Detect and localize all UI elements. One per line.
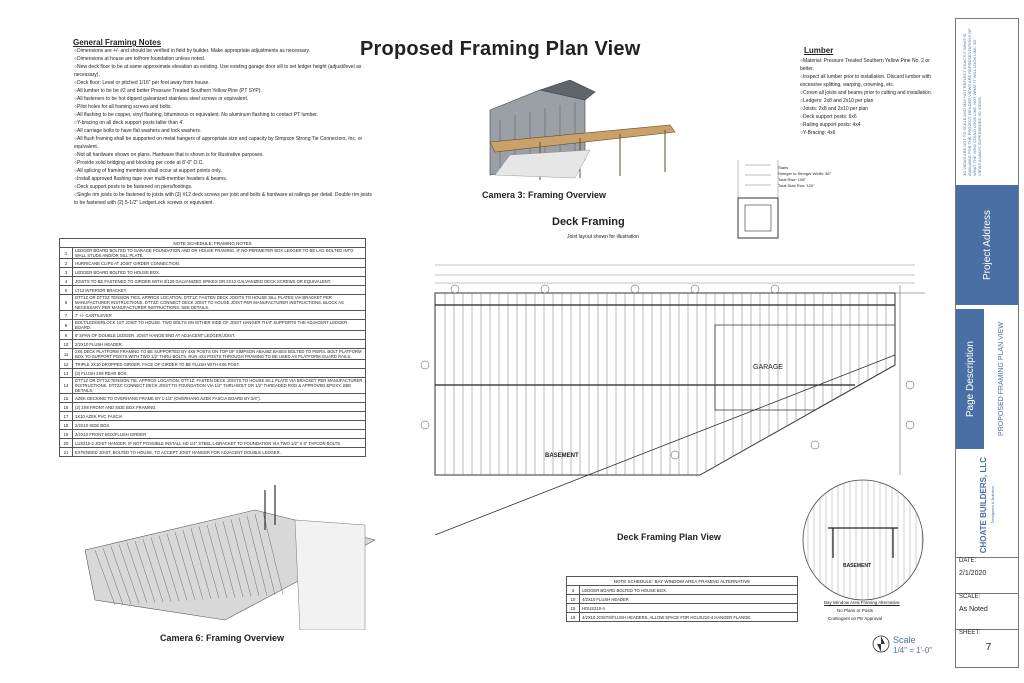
schedule-row-text: DTT1Z OR DTT2Z TENSION TIES. APPROX LOCATION. DTT1Z: FASTEN DECK JOISTS TO HOUSE SILL PLATES VIA BRACKET PER MANUFACTURER INSTRUCTIONS. DTT2Z: CONNECT DECK JOIST TO HOUSE JOIST PER MANUFACTURER INSTRUCTIONS. BLOCK AS NECESSARY PER MANUFACTURER INSTRUCTIONS. SEE DETAILS. bbox=[73, 295, 366, 311]
schedule-row bbox=[60, 259, 366, 268]
scale-label: Scale bbox=[893, 635, 916, 645]
schedule-row-number: 5 bbox=[60, 286, 73, 295]
schedule-row-number: 7 bbox=[60, 311, 73, 320]
schedule-row-number: 14 bbox=[60, 378, 73, 394]
lumber-item: ○ Joists: 2x8 and 2x10 per plan bbox=[800, 105, 940, 113]
title-block bbox=[955, 18, 1019, 668]
schedule-row bbox=[60, 286, 366, 295]
general-note-item: ○ All carriage bolts to have flat washers and lock washers. bbox=[74, 127, 374, 135]
lumber-item: ○ Inspect all lumber prior to installation. Discard lumber with excessive splitting, warping, crowning, etc. bbox=[800, 73, 940, 89]
scale-box bbox=[956, 593, 1018, 630]
caption-no-plans: No Plans or Posts bbox=[837, 608, 874, 613]
general-notes-heading: General Framing Notes bbox=[73, 38, 162, 47]
scale-box-label: SCALE: bbox=[959, 594, 981, 600]
general-note-item: ○ Provide solid bridging and blocking per code at 8'-0" O.C. bbox=[74, 159, 374, 167]
schedule-row bbox=[60, 277, 366, 286]
camera-3-render bbox=[470, 80, 680, 185]
lumber-item: ○ Deck support posts: 6x6 bbox=[800, 113, 940, 121]
bay-window-detail bbox=[788, 478, 938, 603]
camera-6-render bbox=[75, 480, 385, 630]
schedule-row-text: 2X6 DECK PLATFORM FRAMING TO BE SUPPORTED BY 4X6 POSTS ON TOP OF SIMPSON ABA46Z BASES BOLTED TO PIERS. BOLT PLATFORM BOX TO SUPPORT POSTS WITH TWO 1/2" THRU-BOLTS. RUN 4X4 POSTS THROUGH FRAMING TO BE USED AS PLATFORM GUARD RAILS. bbox=[73, 349, 366, 360]
page-name: PROPOSED FRAMING PLAN VIEW bbox=[997, 322, 1005, 436]
schedule-row-text: 4/2X10 FLUSH HEADER bbox=[580, 595, 798, 604]
schedule-row-number: 21 bbox=[60, 448, 73, 457]
caption-camera-6: Camera 6: Framing Overview bbox=[160, 633, 285, 643]
schedule-row-number: 13 bbox=[60, 369, 73, 378]
bay-schedule-heading: NOTE SCHEDULE: BAY WINDOW AREA FRAMING ALTERNATIVE bbox=[567, 577, 798, 586]
schedule-row-number: 4 bbox=[60, 277, 73, 286]
schedule-row bbox=[60, 412, 366, 421]
schedule-row-text: HGUS210-4 bbox=[580, 604, 798, 613]
schedule-row bbox=[60, 311, 366, 320]
lumber-item: ○ Material: Pressure Treated Southern Yellow Pine No. 2 or better. bbox=[800, 57, 940, 73]
schedule-row-number: 6 bbox=[60, 295, 73, 311]
general-note-item: ○ Dimensions at house are to/from foundation unless noted. bbox=[74, 55, 374, 63]
schedule-row bbox=[60, 360, 366, 369]
lumber-heading: Lumber bbox=[804, 46, 834, 55]
label-basement-detail: BASEMENT bbox=[843, 563, 872, 569]
page-description-box bbox=[956, 309, 984, 449]
sheet-value: 7 bbox=[985, 642, 992, 653]
label-garage: GARAGE bbox=[753, 364, 783, 371]
schedule-row bbox=[60, 268, 366, 277]
page-description: Page Description bbox=[964, 340, 976, 418]
schedule-row-text: 6' SPAN OF DOUBLE LEDGER. JOIST HANGE END AT ADJACENT LEDGER/JOIST. bbox=[73, 331, 366, 340]
general-note-item: ○ Not all hardware shown on plans. Hardware that is shown is for illustrative purposes. bbox=[74, 151, 374, 159]
scale-value: 1/4" = 1'-0" bbox=[893, 646, 933, 655]
schedule-row-number: 20 bbox=[60, 439, 73, 448]
schedule-row bbox=[60, 295, 366, 311]
caption-deck-framing: Deck Framing bbox=[552, 216, 625, 228]
north-arrow-icon bbox=[872, 635, 890, 653]
caption-bay-window: Bay Window Area Framing Alternative bbox=[824, 600, 900, 605]
schedule-row bbox=[60, 403, 366, 412]
schedule-row bbox=[60, 248, 366, 259]
schedule-row bbox=[60, 394, 366, 403]
general-note-item: ○ Install approved flashing tape over multi-member headers & beams. bbox=[74, 175, 374, 183]
schedule-row-number: 17 bbox=[60, 412, 73, 421]
scale-box-value: As Noted bbox=[959, 606, 988, 613]
schedule-row-number: 3 bbox=[60, 268, 73, 277]
caption-plan-view: Deck Framing Plan View bbox=[617, 532, 721, 542]
schedule-row-text: 2/2X10 FLUSH HEADER. bbox=[73, 340, 366, 349]
schedule-row-number: 3 bbox=[567, 586, 580, 595]
lumber-item: ○ Ledgers: 2x8 and 2x10 per plan bbox=[800, 97, 940, 105]
schedule-row bbox=[567, 595, 798, 604]
schedule-row-text: 2/2X10 SIDE BOX bbox=[73, 421, 366, 430]
general-note-item: ○ Single rim joists to be fastened to joists with (3) #12 deck screws per joist and bolts & hardware at railings per detail. Double rim joists to be fastened with (2) 5-1/2" LedgerLock screws or equivalent. bbox=[74, 191, 374, 207]
schedule-row-number: 8 bbox=[60, 320, 73, 331]
schedule-row-number: 10 bbox=[567, 595, 580, 604]
schedule-row-text: TRIPLE 2X10 DROPPED GIRDER. FACE OF GIRDER TO BE FLUSH WITH 6X6 POST. bbox=[73, 360, 366, 369]
general-note-item: ○ Pilot holes for all framing screws and bolts. bbox=[74, 103, 374, 111]
lumber-item: ○ Railing support posts: 4x4 bbox=[800, 121, 940, 129]
lumber-list bbox=[800, 57, 940, 137]
schedule-row-text: LUS210-2 JOIST HANGER. IF NOT POSSIBLE INSTALL HD 1/4" STEEL L-BRACKET TO FOUNDATION VIA TWO 1/2" X 5" TAPCON BOLTS. bbox=[73, 439, 366, 448]
project-address-box bbox=[956, 185, 1018, 305]
page-name-box bbox=[984, 309, 1018, 449]
schedule-row bbox=[60, 439, 366, 448]
general-note-item: ○ All fasteners to be hot dipped galvanized stainless steel screws or equivalent. bbox=[74, 95, 374, 103]
general-note-item: ○ Y-bracing on all deck support posts taller than 4'. bbox=[74, 119, 374, 127]
schedule-row bbox=[60, 378, 366, 394]
schedule-row bbox=[567, 586, 798, 595]
schedule-row-number: 16 bbox=[567, 613, 580, 622]
label-basement: BASEMENT bbox=[545, 453, 579, 459]
bay-window-schedule bbox=[566, 576, 798, 622]
schedule-row-number: 15 bbox=[567, 604, 580, 613]
general-note-item: ○ All splicing of framing members shall occur at support points only. bbox=[74, 167, 374, 175]
general-notes-list bbox=[74, 47, 374, 207]
schedule-row-number: 11 bbox=[60, 349, 73, 360]
schedule-row-text: LT12 INTERIOR BRACKET. bbox=[73, 286, 366, 295]
sheet-box bbox=[956, 629, 1018, 668]
schedule-row-number: 19 bbox=[60, 430, 73, 439]
caption-joist-layout: Joist layout shown for illustration bbox=[567, 234, 639, 240]
stair-notes: Stairs Stringer to Stringer Width: 36" Total Rise: 108" Total Stair Run: 120" bbox=[778, 165, 831, 188]
lumber-item: ○ Y-Bracing: 4x6 bbox=[800, 129, 940, 137]
schedule-row bbox=[60, 430, 366, 439]
general-note-item: ○ Deck floor: Level or pitched 1/16" per foot away from house. bbox=[74, 79, 374, 87]
schedule-row-text: EXTENDED JOIST, BOLTED TO HOUSE, TO ACCEPT JOIST HANGER FOR ADJACENT DOUBLE LEDGER. bbox=[73, 448, 366, 457]
general-note-item: ○ All lumber to be be #2 and better Pressure Treated Southern Yellow Pine (PT SYP). bbox=[74, 87, 374, 95]
schedule-row bbox=[60, 349, 366, 360]
general-note-item: ○ All flush framing shall be supported on metal hangers of appropriate size and capacity by Simpson Strong Tie Connectors, Inc. or equivalent. bbox=[74, 135, 374, 151]
schedule-row-text: LEDGER BOARD BOLTED TO HOUSE BOX. bbox=[73, 268, 366, 277]
schedule-row-text: (2) 2X8 FRONT AND SIDE BOX FRAMING. bbox=[73, 403, 366, 412]
date-label: DATE: bbox=[959, 558, 977, 564]
schedule-row-number: 1 bbox=[60, 248, 73, 259]
general-note-item: ○ All flashing to be copper, vinyl flashing, bituminous or equivalent. No aluminum flashing to contact PT lumber. bbox=[74, 111, 374, 119]
framing-note-schedule bbox=[59, 238, 366, 457]
schedule-row-text: (3) FLUSH 2X8 REAR BOX. bbox=[73, 369, 366, 378]
page-title: Proposed Framing Plan View bbox=[360, 38, 641, 60]
schedule-row-number: 9 bbox=[60, 331, 73, 340]
schedule-row bbox=[60, 369, 366, 378]
date-box bbox=[956, 557, 1018, 594]
schedule-row bbox=[60, 448, 366, 457]
schedule-row bbox=[567, 604, 798, 613]
company-name: CHOATE BUILDERS, LLC bbox=[979, 456, 988, 554]
schedule-row-text: AZEK DECKING TO OVERHANG FRAME BY 1-1/2" (OVERHANG AZEK FASCIA BOARD BY 3/4"). bbox=[73, 394, 366, 403]
schedule-row-text: LEDGER BOARD BOLTED TO HOUSE BOX. bbox=[580, 586, 798, 595]
schedule-row-text: 4/2X10 JOISTS/FLUSH HEADERS. ALLOW SPACE FOR HGUS210-4 HANGER FLANGE. bbox=[580, 613, 798, 622]
project-address: Project Address bbox=[981, 209, 993, 281]
schedule-row bbox=[567, 613, 798, 622]
schedule-row-text: 2/2X10 FRONT BOX/FLUSH GIRDER bbox=[73, 430, 366, 439]
schedule-row bbox=[60, 421, 366, 430]
schedule-row bbox=[60, 331, 366, 340]
schedule-row-number: 16 bbox=[60, 403, 73, 412]
schedule-row bbox=[60, 320, 366, 331]
company-sub: Designers & Builders bbox=[990, 486, 995, 524]
schedule-row-number: 2 bbox=[60, 259, 73, 268]
disclaimer-text: 3D VIEWS ARE NOT TO SCALE AND MAY NOT REFLECT EXACTLY WHAT IS AVAILABLE FOR THE PROJECT. RENDER VIEWS ARE REPRESENTATIONS OF WHAT THE VIEW COULD LOOK LIKE, NOT WHAT IT WILL LOOK LIKE. 3D VIEWS ALWAYS SUPERSEDED 3D VIEWS. bbox=[962, 28, 982, 176]
schedule-row-text: DTT1Z OR DTT2Z TENSION TIE. APPROX LOCATION. DTT1Z: FASTEN DECK JOISTS TO HOUSE SILL PLATE VIA BRACKET PER MANUFACTURER INSTRUCTIONS. DTT2Z: CONNECT DECK JOIST TO FOUNDATION VIA 1/2" THRU-BOLT OR 1/2" THREADED ROD & APPROVED EPOXY. SEE DETAILS. bbox=[73, 378, 366, 394]
date-value: 2/1/2020 bbox=[959, 570, 987, 577]
schedule-row-number: 15 bbox=[60, 394, 73, 403]
caption-contingent: Contingent on PE Approval bbox=[828, 616, 883, 621]
lumber-item: ○ Crown all joists and beams prior to cutting and installation. bbox=[800, 89, 940, 97]
general-note-item: ○ Deck support posts to be fastened on piers/footings. bbox=[74, 183, 374, 191]
company-box bbox=[956, 455, 1018, 555]
schedule-row-text: 1X10 AZEK PVC FASCIA bbox=[73, 412, 366, 421]
general-note-item: ○ New deck floor to be at same approximate elevation as existing. Use existing garage door sill to set ledger height (adjust/level as necessary). bbox=[74, 63, 374, 79]
general-note-item: ○ Dimensions are +/- and should be verified in field by builder. Make appropriate adjustments as necessary. bbox=[74, 47, 374, 55]
schedule-row-text: BOLT/LEDGERLOCK 1ST JOIST TO HOUSE. TWO BOLTS ON EITHER SIDE OF JOIST HANGER THAT SUPPORTS THE ADJACENT LEDGER BOARD. bbox=[73, 320, 366, 331]
schedule-row-text: 7' +/- CANTILEVER bbox=[73, 311, 366, 320]
caption-camera-3: Camera 3: Framing Overview bbox=[482, 190, 607, 200]
schedule-row-text: HURRICANE CLIPS AT JOIST GIRDER CONNECTION. bbox=[73, 259, 366, 268]
sheet-label: SHEET: bbox=[959, 630, 981, 636]
schedule-row-text: JOISTS TO BE FASTENED TO GIRDER WITH 3/120 GALVANIZED SPIKES OR 2X12 GALVANIZED DECK SCREWS OR EQUIVALENT. bbox=[73, 277, 366, 286]
schedule-row-text: LEDGER BOARD BOLTED TO GARAGE FOUNDATION AND OR HOUSE FRAMING. IF NO PERIMETER BOX LEDGER TO BE LAG BOLTED INTO WALL STUDS AND/OR SILL PLATE. bbox=[73, 248, 366, 259]
schedule-heading: NOTE SCHEDULE: FRAMING NOTES bbox=[60, 239, 366, 248]
schedule-row-number: 12 bbox=[60, 360, 73, 369]
schedule-row-number: 10 bbox=[60, 340, 73, 349]
schedule-row-number: 18 bbox=[60, 421, 73, 430]
schedule-row bbox=[60, 340, 366, 349]
disclaimer-box bbox=[956, 21, 1018, 181]
